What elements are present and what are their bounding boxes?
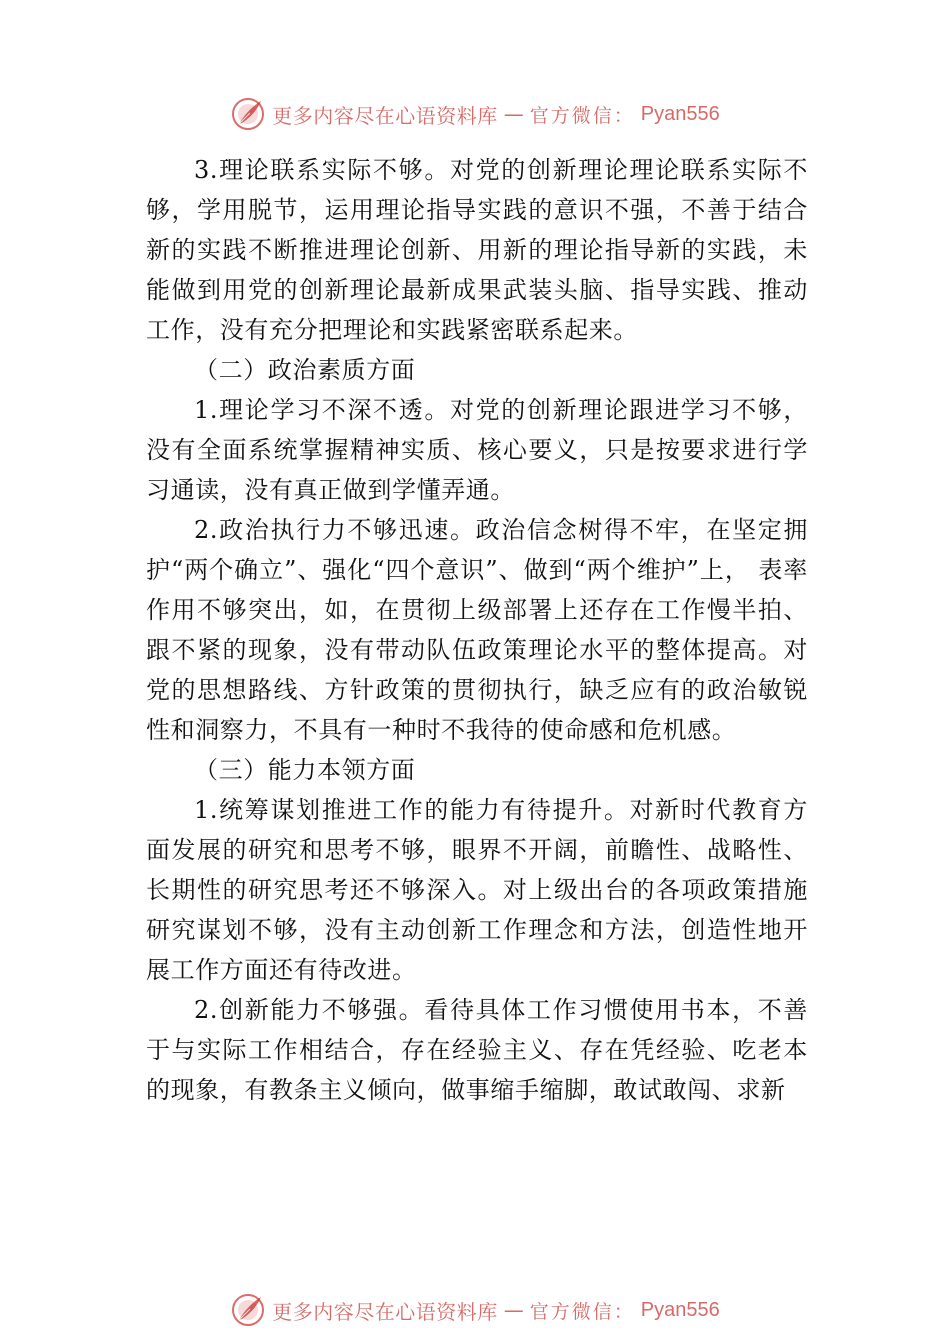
section-heading-political-quality: （二）政治素质方面 [194,356,416,384]
watermark-text: 更多内容尽在心语资料库 [272,1299,498,1324]
footer-watermark [0,1290,950,1330]
watermark-wechat-id: Pyan556 [640,1298,720,1321]
watermark-wechat-label: 官方微信： [529,104,635,127]
paragraph-theory-practice: 3.理论联系实际不够。对党的创新理论理论联系实际不够，学用脱节，运用理论指导实践的意识不强，不善于结合新的实践不断推进理论创新、用新的理论指导新的实践，未能做到用党的创新理论最新成果武装头脑、指导实践、推动工作，没有充分把理论和实践紧密联系起来。 [146,156,808,344]
watermark-separator: — [503,1298,524,1322]
watermark-wechat-label: 官方微信： [529,1300,635,1323]
paragraph-planning-ability: 1.统筹谋划推进工作的能力有待提升。对新时代教育方面发展的研究和思考不够，眼界不开阔，前瞻性、战略性、 长期性的研究思考还不够深入。对上级出台的各项政策措施研究谋划不够，没有主动创新工作理念和方法，创造性地开展工作方面还有待改进。 [146,796,808,984]
watermark-wechat-id: Pyan556 [640,102,720,125]
paragraph-political-execution: 2.政治执行力不够迅速。政治信念树得不牢，在坚定拥护“两个确立”、强化“四个意识”、做到“两个维护”上， 表率作用不够突出，如，在贯彻上级部署上还存在工作慢半拍、跟不紧的现象，没有带动队伍政策理论水平的整体提高。对党的思想路线、方针政策的贯彻执行，缺乏应有的政治敏锐性和洞察力，不具有一种时不我待的使命感和危机感。 [146,516,808,744]
header-watermark [0,94,950,134]
paragraph-innovation-ability: 2.创新能力不够强。看待具体工作习惯使用书本，不善于与实际工作相结合，存在经验主义、存在凭经验、吃老本的现象，有教条主义倾向，做事缩手缩脚，敢试敢闯、求新 [146,996,808,1104]
watermark-separator: — [503,102,524,126]
section-heading-ability: （三）能力本领方面 [194,756,416,784]
quill-logo-icon [230,1292,266,1328]
watermark-text: 更多内容尽在心语资料库 [272,103,498,128]
quill-logo-icon [230,96,266,132]
paragraph-theory-study: 1.理论学习不深不透。对党的创新理论跟进学习不够，没有全面系统掌握精神实质、核心要义，只是按要求进行学习通读，没有真正做到学懂弄通。 [146,396,808,504]
document-body [146,150,808,1110]
